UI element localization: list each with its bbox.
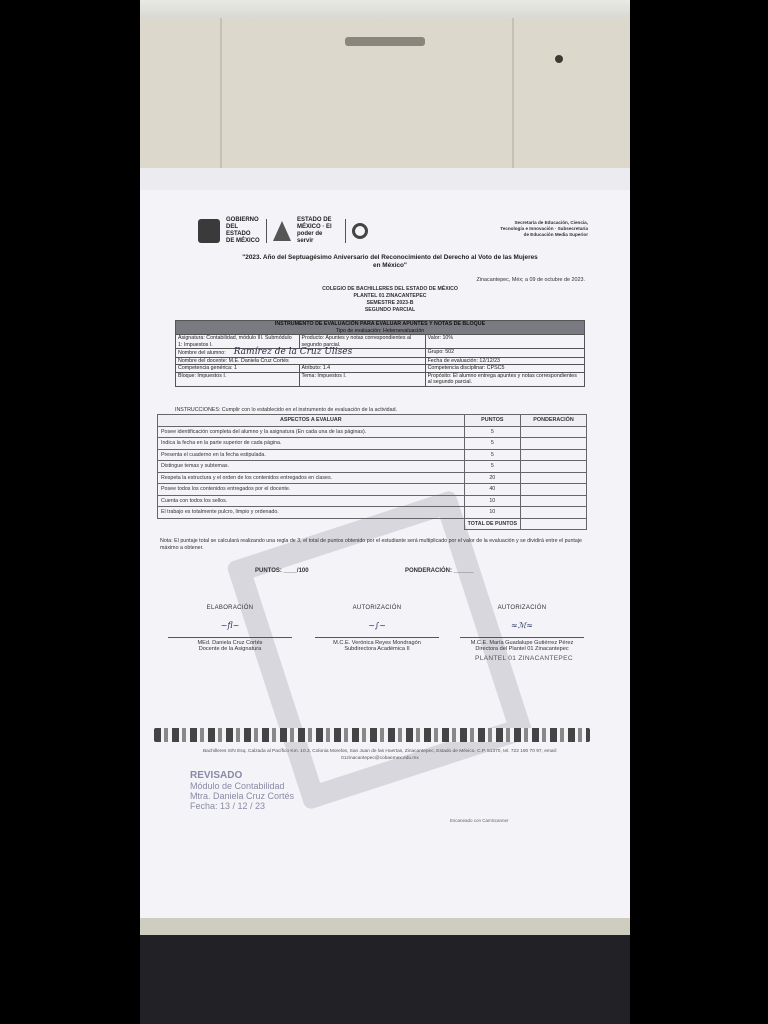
signature-elaboration: ELABORACIÓN ~ﬂ~ MEd. Daniela Cruz Cortés Docente de la Asignatura — [160, 605, 300, 652]
signer-position: Directora del Plantel 01 Zinacantepec — [475, 646, 569, 652]
stain-mark — [345, 37, 425, 46]
college-name: COLEGIO DE BACHILLERES DEL ESTADO DE MÉXICO — [322, 286, 458, 292]
total-row — [158, 518, 587, 530]
handwritten-signature: ~ﬂ~ — [220, 621, 240, 630]
table-row: Presenta el cuaderno en la fecha estipulada. 5 — [158, 449, 587, 461]
college-block — [260, 286, 520, 314]
instrument-table — [175, 320, 585, 387]
decorative-band — [154, 728, 590, 742]
stain-mark — [555, 55, 563, 63]
weighting-fill: PONDERACIÓN: ______ — [405, 568, 474, 574]
total-label: TOTAL DE PUNTOS — [464, 518, 520, 530]
table-row: Posee todos los contenidos entregados por el docente. 40 — [158, 484, 587, 496]
instrument-title: INSTRUMENTO DE EVALUACIÓN PARA EVALUAR APUNTES Y NOTAS DE BLOQUE Tipo de evaluación: Heteroevaluación — [176, 321, 585, 335]
partial: SEGUNDO PARCIAL — [364, 307, 416, 313]
logo1-text: GOBIERNO DEL ESTADO DE MÉXICO — [226, 217, 260, 244]
official-motto: "2023. Año del Septuagésimo Aniversario del Reconocimiento del Derecho al Voto de las Mujeres en México" — [242, 254, 538, 269]
edomex-logo-icon — [273, 221, 291, 241]
teacher-cell: Nombre del docente: M.E. Daniela Cruz Cortés — [176, 357, 426, 365]
signature-authorization-2: AUTORIZACIÓN ≈ℳ≈ M.C.E. María Guadalupe Gutiérrez Pérez Directora del Plantel 01 Zinacantepec — [452, 605, 592, 652]
evaluation-table — [157, 414, 587, 530]
block-cell: Bloque: Impuestos I. — [176, 372, 300, 386]
student-name-handwritten: Ramírez de la Cruz Ulises — [233, 347, 353, 357]
state-seal-icon — [198, 219, 220, 243]
group-cell: Grupo: 502 — [425, 349, 584, 358]
subject-cell: Asignatura: Contabilidad, módulo III. Submódulo 1: Impuestos I. — [176, 335, 300, 349]
scanner-watermark: Escaneado con CamScanner — [450, 818, 509, 823]
signer-name: MEd. Daniela Cruz Cortés — [197, 640, 263, 646]
table-row: Respeta la estructura y el orden de los contenidos entregados en clases. 20 — [158, 472, 587, 484]
signer-position: Docente de la Asignatura — [198, 646, 262, 652]
table-row: Posee identificación completa del alumno y la asignatura (En cada una de las páginas). 5 — [158, 426, 587, 438]
theme-cell: Tema: Impuestos I. — [299, 372, 425, 386]
grading-note: Nota: El puntaje total se calculará realizando una regla de 3, el total de puntos obtenido por el estudiante será multiplicado por el valor de la evaluación y se dividirá entre el puntaje máximo a obtener. — [160, 538, 582, 551]
plantel-stamp: PLANTEL 01 ZINACANTEPEC — [475, 655, 573, 662]
evaluation-sheet — [140, 190, 630, 918]
cobaem-logo-icon — [352, 223, 368, 239]
signer-name: M.C.E. Verónica Reyes Mondragón — [333, 640, 421, 646]
header-points: PUNTOS — [464, 415, 520, 427]
table-row: Indica la fecha en la parte superior de cada página. 5 — [158, 438, 587, 450]
logo2-text: ESTADO DE MÉXICO · El poder de servir — [297, 217, 332, 244]
header-logos — [198, 218, 368, 244]
disciplinary-cell: Competencia disciplinar: CPSC5 — [425, 365, 584, 373]
table-row: Cuenta con todos los sellos. 10 — [158, 495, 587, 507]
address-footer: Bachilleres S/N Esq. Calzada al Pacífico Km. 10.3, Colonia Morelos, San Juan de las Huertas, Zinacantepec, Estado de México, C.P. 51370, tel. 722 190 70 97, email: 01zinacantepec@cobaemex.edu.mx — [202, 749, 557, 761]
signature-authorization-1: AUTORIZACIÓN ~∫~ M.C.E. Verónica Reyes Mondragón Subdirectora Académica II — [307, 605, 447, 652]
semester: SEMESTRE 2023-B — [366, 300, 414, 306]
table-row: El trabajo es totalmente pulcro, limpio y ordenado. 10 — [158, 507, 587, 519]
purpose-cell: Propósito: El alumno entrega apuntes y notas correspondientes al segundo parcial. — [425, 372, 584, 386]
generic-competence-cell: Competencia genérica: 1 — [176, 365, 300, 373]
signer-name: M.C.E. María Guadalupe Gutiérrez Pérez — [470, 640, 574, 646]
instructions: INSTRUCCIONES: Cumplir con lo establecido en el instrumento de evaluación de la actividad. — [175, 407, 397, 413]
place-date: Zinacantepec, Méx; a 09 de octubre de 2023. — [476, 277, 585, 283]
attribute-cell: Atributo: 1.4 — [299, 365, 425, 373]
header-organization: Secretaría de Educación, Ciencia, Tecnología e Innovación · Subsecretaría de Educación Media Superior — [500, 220, 588, 237]
handwritten-signature: ≈ℳ≈ — [511, 621, 533, 630]
header-aspects: ASPECTOS A EVALUAR — [158, 415, 465, 427]
review-stamp: REVISADO Módulo de Contabilidad Mtra. Daniela Cruz Cortés Fecha: 13 / 12 / 23 — [190, 770, 295, 811]
plantel-name: PLANTEL 01 ZINACANTEPEC — [353, 293, 427, 299]
student-cell: Nombre del alumno: Ramírez de la Cruz Ulises — [176, 349, 426, 358]
value-cell: Valor: 10% — [425, 335, 584, 349]
eval-date-cell: Fecha de evaluación: 12/12/23 — [425, 357, 584, 365]
table-row: Distingue temas y subtemas. 5 — [158, 461, 587, 473]
product-cell: Producto: Apuntes y notas correspondientes al segundo parcial. — [299, 335, 425, 349]
handwritten-signature: ~∫~ — [368, 621, 386, 630]
signer-position: Subdirectora Académica II — [344, 646, 410, 652]
points-fill: PUNTOS: ____/100 — [255, 568, 309, 574]
header-weighting: PONDERACIÓN — [521, 415, 587, 427]
dark-floor — [140, 935, 630, 1024]
document-photo — [140, 0, 630, 1024]
